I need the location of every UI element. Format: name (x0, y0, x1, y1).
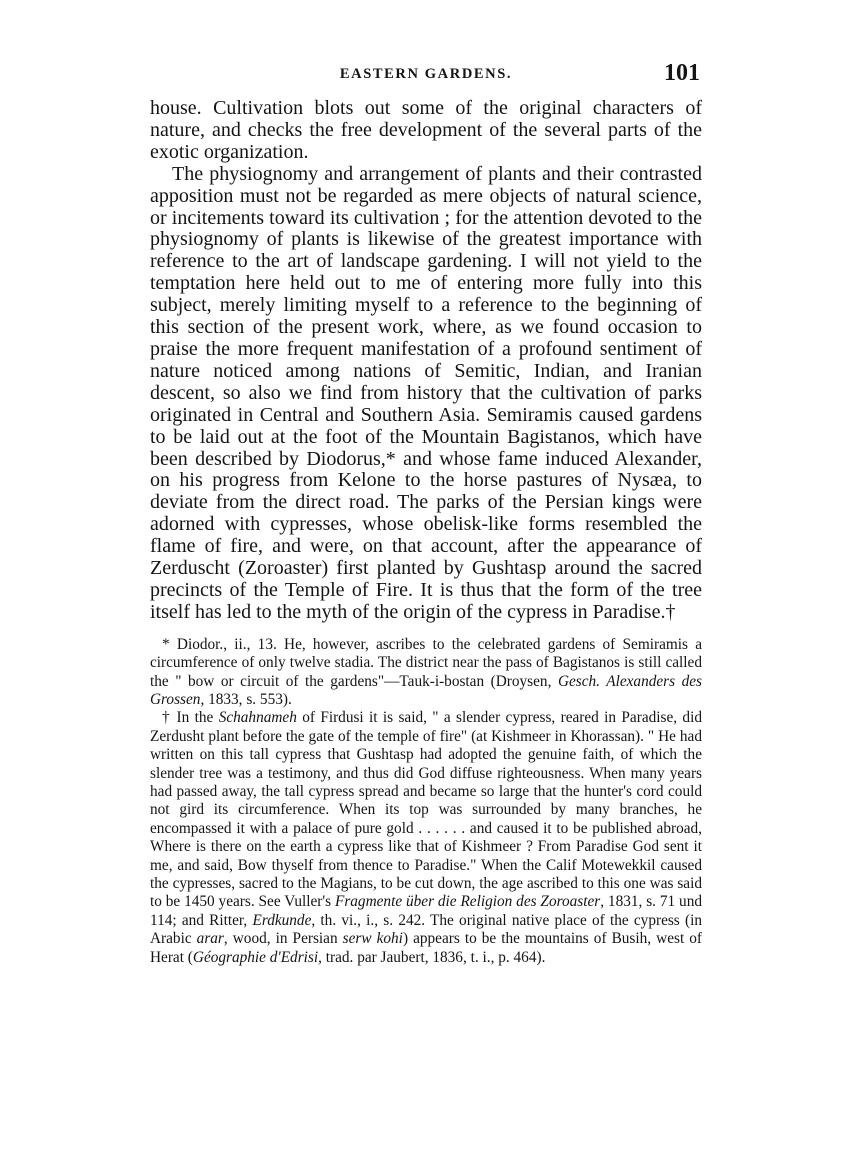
page-number: 101 (664, 60, 700, 86)
main-text (150, 98, 702, 624)
running-head (150, 60, 702, 90)
book-page (150, 60, 703, 967)
footnotes (150, 636, 702, 967)
footnote-schahnameh: † In the Schahnameh of Firdusi it is said, " a slender cypress, reared in Paradise, did Zerdusht plant before the gate of the temple of fire" (at Kishmeer in Khorassan). " He had written on this tall cypress that Gushtasp had adopted the genuine faith, of which the slender tree was a testimony, and thus did God diffuse righteousness. When many years had passed away, the tall cypress spread and became so large that the hunter's cord could not gird its circumference. When its top was surrounded by many branches, he encompassed it with a palace of pure gold . . . . . . and caused it to be published abroad, Where is there on the earth a cypress like that of Kishmeer ? From Paradise God sent it me, and said, Bow thyself from thence to Paradise." When the Calif Motewekkil caused the cypresses, sacred to the Magians, to be cut down, the age ascribed to this one was said to be 1450 years. See Vuller's Fragmente über die Religion des Zoroaster, 1831, s. 71 und 114; and Ritter, Erdkunde, th. vi., i., s. 242. The original native place of the cypress (in Arabic arar, wood, in Persian serw kohi) appears to be the mountains of Busih, west of Herat (Géographie d'Edrisi, trad. par Jaubert, 1836, t. i., p. 464). (150, 709, 703, 966)
paragraph-physiognomy: The physiognomy and arrangement of plants and their contrasted apposition must not be regarded as mere objects of natural science, or incitements toward its cultivation ; for the attention devoted to the physiognomy of plants is likewise of the greatest importance with reference to the art of landscape gardening. I will not yield to the temptation here held out to me of entering more fully into this subject, merely limiting myself to a reference to the beginning of this section of the present work, where, as we found occasion to praise the more frequent manifestation of a profound sentiment of nature noticed among nations of Semitic, Indian, and Iranian descent, so also we find from history that the cultivation of parks originated in Central and Southern Asia. Semiramis caused gardens to be laid out at the foot of the Mountain Bagistanos, which have been described by Diodorus,* and whose fame induced Alexander, on his progress from Kelone to the horse pastures of Nysæa, to deviate from the direct road. The parks of the Persian kings were adorned with cypresses, whose obelisk-like forms resembled the flame of fire, and were, on that account, after the appearance of Zerduscht (Zoroaster) first planted by Gushtasp around the sacred precincts of the Temple of Fire. It is thus that the form of the tree itself has led to the myth of the origin of the cypress in Paradise.† (150, 162, 702, 623)
paragraph-continuation: house. Cultivation blots out some of the original characters of nature, and checks the free development of the several parts of the exotic organization. (150, 97, 702, 163)
footnote-diodorus: * Diodor., ii., 13. He, however, ascribes to the celebrated gardens of Semiramis a circumference of only twelve stadia. The district near the pass of Bagistanos is still called the " bow or circuit of the gardens"—Tauk-i-bostan (Droysen, Gesch. Alexanders des Grossen, 1833, s. 553). (150, 635, 702, 708)
running-title: EASTERN GARDENS. (339, 66, 513, 82)
